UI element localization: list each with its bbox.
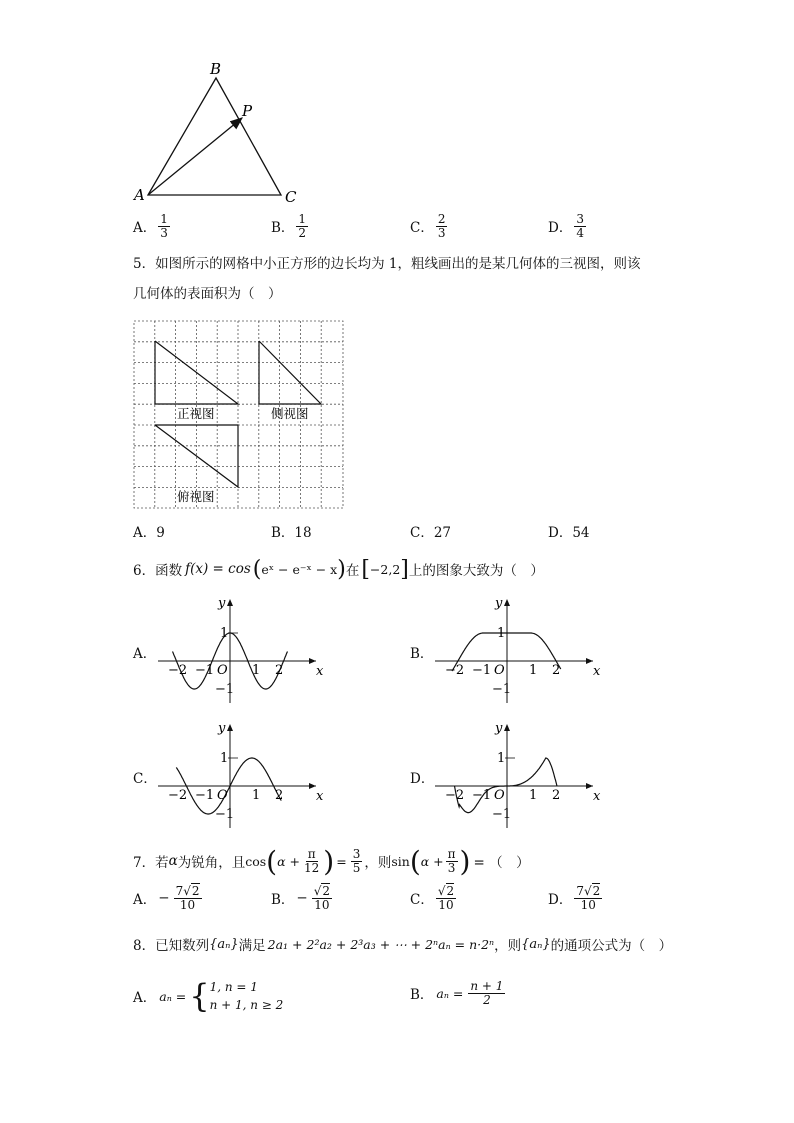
option-fraction: $\frac{2}{3}$	[437, 212, 446, 240]
tick-label-two: 2	[552, 788, 561, 803]
q6-graph-b[interactable]	[425, 595, 605, 705]
q5-option-b[interactable]: B．18	[271, 525, 312, 541]
tick-label-neg-one: −1	[492, 807, 512, 822]
tick-label-neg-one: −1	[492, 682, 512, 697]
triangle-figure	[130, 60, 310, 210]
tick-label-one: 1	[220, 751, 229, 766]
x-axis-arrow-icon	[586, 658, 593, 664]
y-axis-arrow-icon	[227, 599, 233, 606]
q7-option-b[interactable]: B． − $\frac{√2}{10}$	[271, 884, 331, 912]
option-fraction: $\frac{3}{4}$	[576, 212, 584, 240]
origin-label: O	[494, 663, 505, 678]
origin-label: O	[217, 788, 228, 803]
option-letter: D．	[548, 220, 573, 237]
q4-option-c[interactable]	[410, 213, 449, 239]
side-view	[259, 341, 321, 404]
tick-label-x-one: 1	[529, 663, 538, 678]
q6-graph-c[interactable]	[148, 720, 328, 830]
top-view-label: 俯视图	[177, 489, 215, 504]
q5-stem-line2: 几何体的表面积为（ ）	[133, 286, 282, 302]
y-label: y	[218, 596, 226, 611]
q7-stem: 7．若 α 为锐角，且 cos ( α + $\frac{\pi}{12}$ ) = $\frac{3}{5}$ ，则 sin ( α + $\frac{\pi}{3}$ ) = （ ）	[133, 844, 530, 878]
x-label: x	[593, 789, 601, 804]
x-label: x	[316, 664, 324, 679]
function-curve	[455, 758, 561, 813]
function-curve	[452, 633, 561, 671]
tick-label-x-neg-one: −1	[195, 788, 215, 803]
tick-label-x-one: 1	[252, 663, 261, 678]
y-label: y	[495, 721, 503, 736]
q4-option-a[interactable]	[133, 213, 172, 239]
x-axis-arrow-icon	[586, 783, 593, 789]
x-axis-arrow-icon	[309, 783, 316, 789]
q8-option-a[interactable]: A． aₙ = { 1, n = 1 n + 1, n ≥ 2	[133, 977, 284, 1015]
q5-option-c[interactable]: C．27	[410, 525, 452, 541]
vector-ap	[148, 118, 242, 195]
q6-option-c-letter[interactable]: C．	[133, 771, 157, 787]
y-label: y	[218, 721, 226, 736]
y-axis-arrow-icon	[504, 724, 510, 731]
side-view-label: 侧视图	[271, 406, 309, 421]
x-axis-arrow-icon	[309, 658, 316, 664]
tick-label-neg-one: −1	[215, 682, 235, 697]
origin-label: O	[494, 788, 505, 803]
q6-graph-a[interactable]	[148, 595, 328, 705]
y-axis-arrow-icon	[504, 599, 510, 606]
tick-label-two: 2	[275, 788, 284, 803]
label-b: B	[210, 60, 222, 78]
q4-option-d[interactable]	[548, 213, 588, 239]
tick-label-one: 1	[497, 626, 506, 641]
tick-label-two: 2	[275, 663, 284, 678]
tick-label-x-neg-one: −1	[472, 788, 492, 803]
q6-graph-d[interactable]	[425, 720, 605, 830]
front-view-label: 正视图	[177, 406, 215, 421]
label-a: A	[134, 186, 145, 204]
q8-stem: 8．已知数列 {aₙ} 满足 2a₁ + 2²a₂ + 2³a₃ + ⋯ + 2ⁿaₙ = n·2ⁿ ，则 {aₙ} 的通项公式为（ ）	[133, 936, 673, 954]
q7-option-d[interactable]: D． $\frac{7√2}{10}$	[548, 884, 601, 912]
y-axis-arrow-icon	[227, 724, 233, 731]
tick-label-neg-two: −2	[168, 788, 188, 803]
option-letter: B．	[271, 220, 295, 237]
tick-label-x-one: 1	[252, 788, 261, 803]
q6-option-d-letter[interactable]: D．	[410, 771, 435, 787]
tick-label-x-one: 1	[529, 788, 538, 803]
q8-option-b[interactable]: B． aₙ = $\frac{n + 1}{2}$	[410, 979, 504, 1007]
triangle-abc	[148, 78, 281, 195]
q6-option-b-letter[interactable]: B．	[410, 646, 434, 662]
q7-option-a[interactable]: A． − $\frac{7√2}{10}$	[133, 884, 200, 912]
three-view-grid	[133, 320, 345, 510]
tick-label-two: 2	[552, 663, 561, 678]
origin-label: O	[217, 663, 228, 678]
tick-label-x-neg-one: −1	[195, 663, 215, 678]
tick-label-one: 1	[220, 626, 229, 641]
q5-option-d[interactable]: D．54	[548, 525, 590, 541]
q5-stem-line1: 5．如图所示的网格中小正方形的边长均为 1，粗线画出的是某几何体的三视图，则该	[133, 256, 641, 272]
label-p: P	[242, 102, 253, 120]
option-fraction: $\frac{1}{2}$	[298, 212, 307, 240]
option-letter: A．	[133, 220, 157, 237]
tick-label-x-neg-one: −1	[472, 663, 492, 678]
tick-label-neg-two: −2	[445, 788, 465, 803]
x-label: x	[316, 789, 324, 804]
tick-label-neg-one: −1	[215, 807, 235, 822]
y-label: y	[495, 596, 503, 611]
x-label: x	[593, 664, 601, 679]
tick-label-one: 1	[497, 751, 506, 766]
label-c: C	[285, 188, 297, 206]
q6-option-a-letter[interactable]: A．	[133, 646, 157, 662]
q5-option-a[interactable]: A．9	[133, 525, 165, 541]
tick-label-neg-two: −2	[168, 663, 188, 678]
q6-stem: 6．函数 f(x) = cos ( eˣ − e⁻ˣ − x ) 在 [ −2,2 ] 上的图象大致为（ ）	[133, 556, 544, 582]
q7-option-c[interactable]: C． $\frac{√2}{10}$	[410, 884, 455, 912]
tick-label-neg-two: −2	[445, 663, 465, 678]
option-letter: C．	[410, 220, 434, 237]
q4-option-b[interactable]	[271, 213, 310, 239]
option-fraction: $\frac{1}{3}$	[160, 212, 168, 240]
